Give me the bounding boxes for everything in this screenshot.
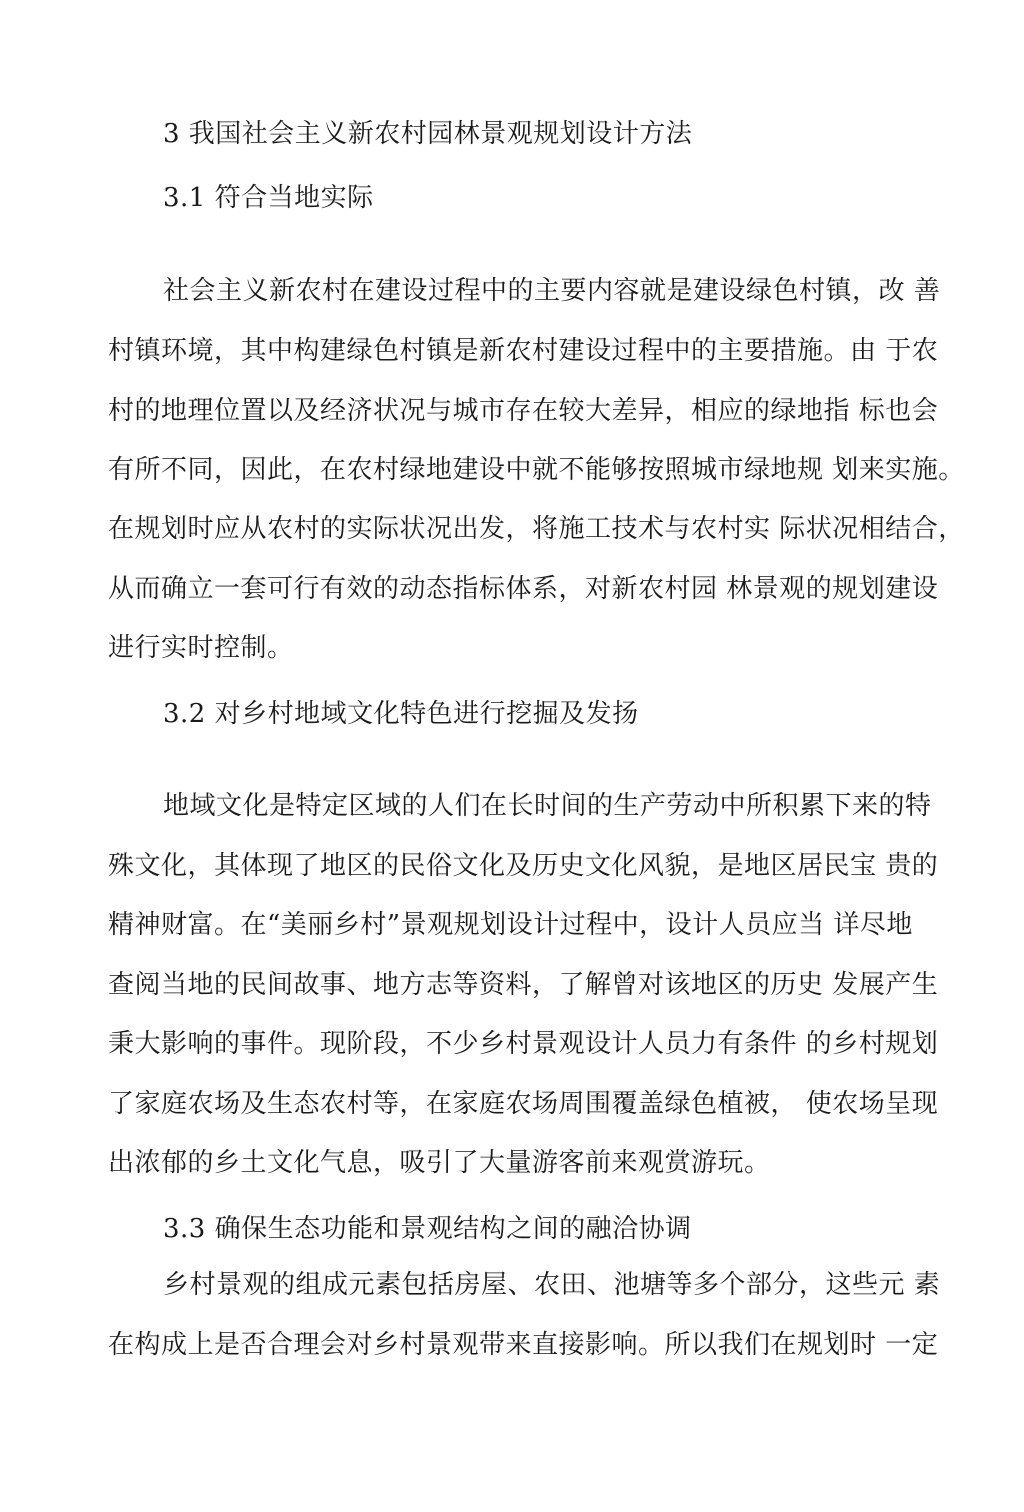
paragraph-line: 村镇环境，其中构建绿色村镇是新农村建设过程中的主要措施。由 于农 [108,336,939,366]
paragraph-line: 从而确立一套可行有效的动态指标体系，对新农村园 林景观的规划建设 [108,574,939,604]
paragraph-line: 进行实时控制。 [108,633,294,663]
paragraph-line: 在规划时应从农村的实际状况出发，将施工技术与农村实 际状况相结合， [108,514,965,544]
paragraph-line: 查阅当地的民间故事、地方志等资料，了解曾对该地区的历史 发展产生 [108,970,939,1000]
paragraph-line: 村的地理位置以及经济状况与城市存在较大差异，相应的绿地指 标也会 [108,396,939,426]
paragraph-line: 乡村景观的组成元素包括房屋、农田、池塘等多个部分，这些元 素 [163,1270,941,1300]
paragraph-line: 秉大影响的事件。现阶段，不少乡村景观设计人员力有条件 的乡村规划 [108,1029,939,1059]
section-heading-3: 3 我国社会主义新农村园林景观规划设计方法 [163,119,693,149]
section-heading-3-1: 3.1 符合当地实际 [163,183,374,213]
section-heading-3-2: 3.2 对乡村地域文化特色进行挖掘及发扬 [163,699,639,729]
paragraph-line: 殊文化，其体现了地区的民俗文化及历史文化风貌，是地区居民宝 贵的 [108,851,939,881]
paragraph-line: 有所不同，因此，在农村绿地建设中就不能够按照城市绿地规 划来实施。 [108,455,965,485]
paragraph-line: 在构成上是否合理会对乡村景观带来直接影响。所以我们在规划时 一定 [108,1330,939,1360]
paragraph-line: 精神财富。在“美丽乡村”景观规划设计过程中，设计人员应当 详尽地 [108,910,913,940]
paragraph-line: 出浓郁的乡土文化气息，吸引了大量游客前来观赏游玩。 [108,1148,771,1178]
section-heading-3-3: 3.3 确保生态功能和景观结构之间的融洽协调 [163,1214,692,1244]
paragraph-line: 地域文化是特定区域的人们在长时间的生产劳动中所积累下来的特 [163,791,932,821]
paragraph-line: 社会主义新农村在建设过程中的主要内容就是建设绿色村镇，改 善 [163,276,941,306]
paragraph-line: 了家庭农场及生态农村等，在家庭农场周围覆盖绿色植被， 使农场呈现 [108,1089,939,1119]
